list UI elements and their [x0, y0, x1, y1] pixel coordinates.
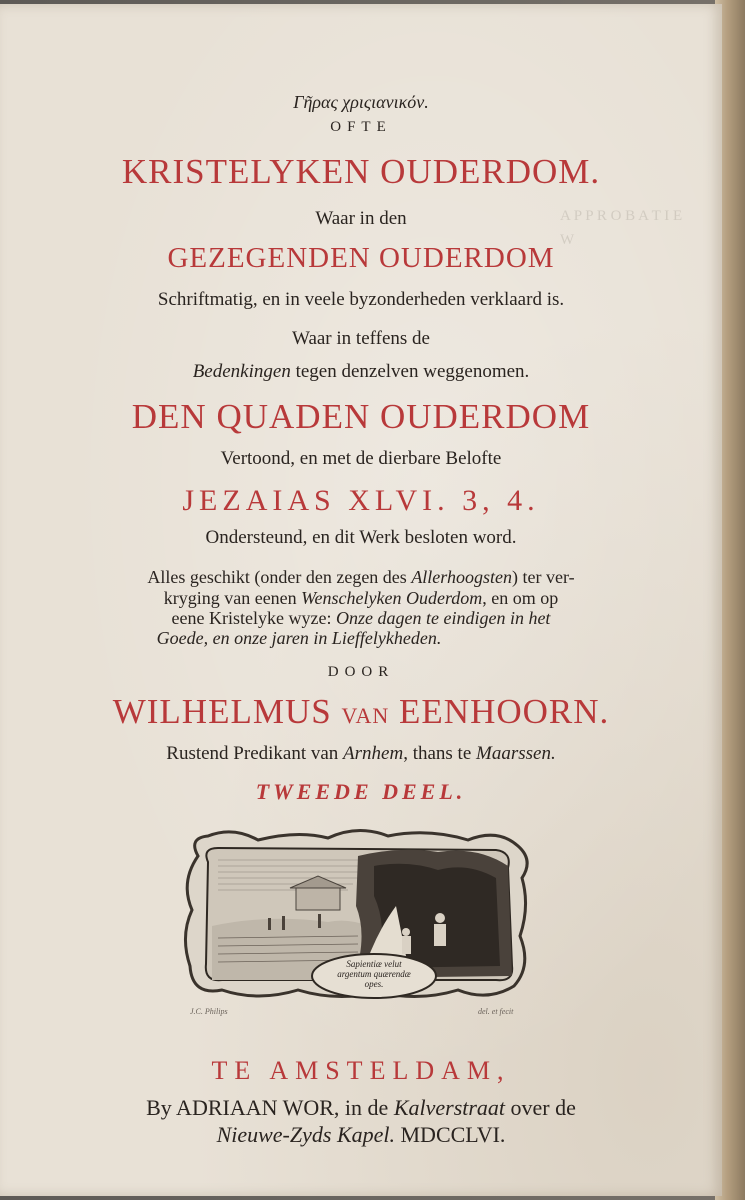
alles-3a: eene Kristelyke wyze: — [171, 608, 336, 628]
alles-2b: Wenschelyken Ouderdom — [301, 588, 483, 608]
rustend-c: , thans te — [403, 743, 477, 764]
ondersteund-line: Ondersteund, en dit Werk besloten word. — [205, 527, 517, 548]
imprint-2b: MDCCLVI. — [395, 1122, 506, 1147]
waar-in-teffens-line: Waar in teffens de — [292, 328, 430, 349]
door-line: DOOR — [327, 664, 395, 680]
alles-1c: ) ter ver- — [511, 567, 575, 587]
place-of-publication: TE AMSTELDAM, — [211, 1056, 511, 1085]
engraver-credit-right: del. et fecit — [478, 1007, 514, 1016]
title-page — [0, 4, 722, 1196]
alles-1a: Alles geschikt (onder den zegen des — [147, 567, 412, 587]
motto-line-3: opes. — [364, 979, 384, 989]
bedenkingen-rest: tegen denzelven weggenomen. — [290, 361, 530, 382]
waar-in-den-line: Waar in den — [315, 208, 407, 229]
author-last: EENHOORN. — [389, 692, 610, 731]
alles-4b: , en onze jaren in Lieffelykheden. — [203, 628, 442, 648]
greek-title: Γῆρας χριςιανικόν. — [293, 92, 429, 112]
engraver-credit-left: J.C. Philips — [190, 1007, 228, 1016]
vertoond-line: Vertoond, en met de dierbare Belofte — [220, 448, 502, 469]
author-name — [0, 692, 722, 732]
alles-line-1 — [0, 567, 722, 588]
alles-line-3 — [0, 608, 722, 629]
imprint-1b: Kalverstraat — [393, 1095, 506, 1120]
rustend-b: Arnhem — [343, 743, 404, 764]
alles-2a: kryging van eenen — [163, 588, 302, 608]
schriftmatig-line: Schriftmatig, en in veele byzonderheden verklaard is. — [157, 289, 565, 310]
show-through-text: A P P R O B A T I E W — [560, 208, 683, 248]
imprint-line-2 — [0, 1122, 722, 1148]
rustend-a: Rustend Predikant van — [166, 743, 344, 764]
imprint-1c: over de — [505, 1095, 576, 1120]
alles-3b: Onze dagen te eindigen in het — [335, 608, 551, 628]
imprint-line-1 — [0, 1095, 722, 1121]
scripture-reference: JEZAIAS XLVI. 3, 4. — [182, 484, 540, 517]
bedenkingen-italic: Bedenkingen — [192, 361, 291, 382]
motto-line-1: Sapientiæ velut — [346, 959, 402, 969]
alles-2c: , en om op — [482, 588, 559, 608]
alles-line-4 — [0, 628, 660, 649]
author-first: WILHELMUS — [112, 692, 342, 731]
volume-line: TWEEDE DEEL. — [255, 779, 467, 804]
motto-line-2: argentum quærendæ — [337, 969, 411, 979]
author-van: VAN — [341, 703, 390, 728]
rustend-line — [0, 743, 722, 765]
main-title: KRISTELYKEN OUDERDOM. — [121, 152, 601, 191]
subtitle-quaden: DEN QUADEN OUDERDOM — [131, 397, 591, 436]
engraved-vignette — [178, 826, 536, 1004]
imprint-2a: Nieuwe-Zyds Kapel. — [216, 1122, 395, 1147]
subtitle-gezegenden: GEZEGENDEN OUDERDOM — [167, 242, 555, 274]
bedenkingen-line — [0, 361, 722, 383]
rustend-d: Maarssen. — [476, 743, 556, 764]
alles-line-2 — [0, 588, 722, 609]
imprint-1a: By ADRIAAN WOR, in de — [146, 1095, 394, 1120]
ofte-line: OFTE — [330, 119, 392, 135]
vignette-motto — [312, 959, 436, 989]
alles-4a: Goede — [156, 628, 204, 648]
alles-1b: Allerhoogsten — [411, 567, 512, 587]
